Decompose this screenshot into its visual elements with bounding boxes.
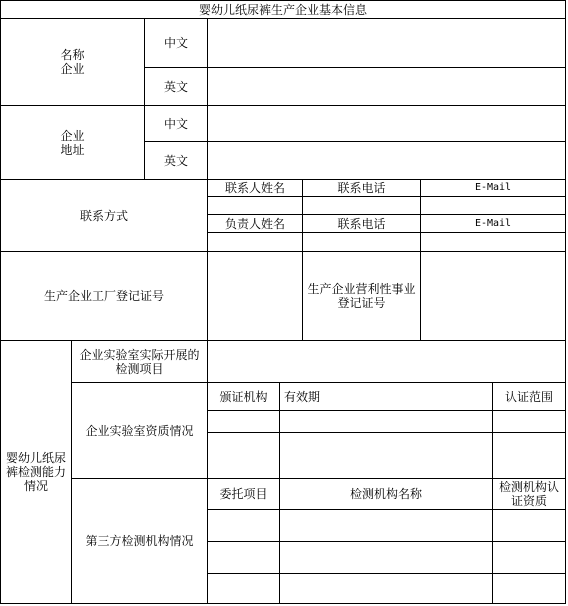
responsible-person-header: 负责人姓名: [207, 214, 303, 233]
validity-field-2[interactable]: [279, 432, 493, 479]
form-title: 婴幼儿纸尿裤生产企业基本信息: [0, 0, 566, 19]
testing-section-label: 婴幼儿纸尿 裤检测能力 情况: [0, 340, 72, 604]
responsible-phone-field[interactable]: [302, 232, 421, 252]
factory-registration-label: 生产企业工厂登记证号: [0, 251, 208, 341]
contact-phone-field[interactable]: [302, 196, 421, 215]
issuing-org-header: 颁证机构: [207, 382, 280, 411]
business-registration-label: 生产企业营利性事业 登记证号: [302, 251, 421, 341]
address-english-label: 英文: [144, 141, 208, 180]
responsible-email-field[interactable]: [420, 232, 566, 252]
validity-field-1[interactable]: [279, 410, 493, 433]
contact-section-label: 联系方式: [0, 179, 208, 252]
org-qualification-field-2[interactable]: [492, 541, 566, 574]
org-name-field-2[interactable]: [279, 541, 493, 574]
contact-phone-header: 联系电话: [302, 179, 421, 197]
address-chinese-field[interactable]: [207, 105, 566, 142]
name-section-label: 名称 企业: [0, 18, 145, 106]
org-qualification-header: 检测机构认 证资质: [492, 478, 566, 510]
name-chinese-field[interactable]: [207, 18, 566, 68]
commissioned-items-field-1[interactable]: [207, 509, 280, 542]
lab-qualification-label: 企业实验室资质情况: [71, 382, 208, 479]
org-qualification-field-1[interactable]: [492, 509, 566, 542]
contact-email-header: E-Mail: [420, 179, 566, 197]
cert-scope-header: 认证范围: [492, 382, 566, 411]
name-english-field[interactable]: [207, 67, 566, 106]
issuing-org-field-2[interactable]: [207, 432, 280, 479]
cert-scope-field-1[interactable]: [492, 410, 566, 433]
responsible-person-field[interactable]: [207, 232, 303, 252]
contact-person-field[interactable]: [207, 196, 303, 215]
commissioned-items-header: 委托项目: [207, 478, 280, 510]
lab-items-field[interactable]: [207, 340, 566, 383]
cert-scope-field-2[interactable]: [492, 432, 566, 479]
org-name-header: 检测机构名称: [279, 478, 493, 510]
address-section-label: 企业 地址: [0, 105, 145, 180]
org-qualification-field-3[interactable]: [492, 573, 566, 604]
business-registration-field[interactable]: [420, 251, 566, 341]
commissioned-items-field-3[interactable]: [207, 573, 280, 604]
org-name-field-1[interactable]: [279, 509, 493, 542]
name-english-label: 英文: [144, 67, 208, 106]
contact-email-field[interactable]: [420, 196, 566, 215]
lab-items-label: 企业实验室实际开展的 检测项目: [71, 340, 208, 383]
factory-registration-field[interactable]: [207, 251, 303, 341]
contact-person-header: 联系人姓名: [207, 179, 303, 197]
issuing-org-field-1[interactable]: [207, 410, 280, 433]
commissioned-items-field-2[interactable]: [207, 541, 280, 574]
address-english-field[interactable]: [207, 141, 566, 180]
org-name-field-3[interactable]: [279, 573, 493, 604]
address-chinese-label: 中文: [144, 105, 208, 142]
third-party-label: 第三方检测机构情况: [71, 478, 208, 604]
responsible-email-header: E-Mail: [420, 214, 566, 233]
validity-header: 有效期: [279, 382, 493, 411]
responsible-phone-header: 联系电话: [302, 214, 421, 233]
name-chinese-label: 中文: [144, 18, 208, 68]
